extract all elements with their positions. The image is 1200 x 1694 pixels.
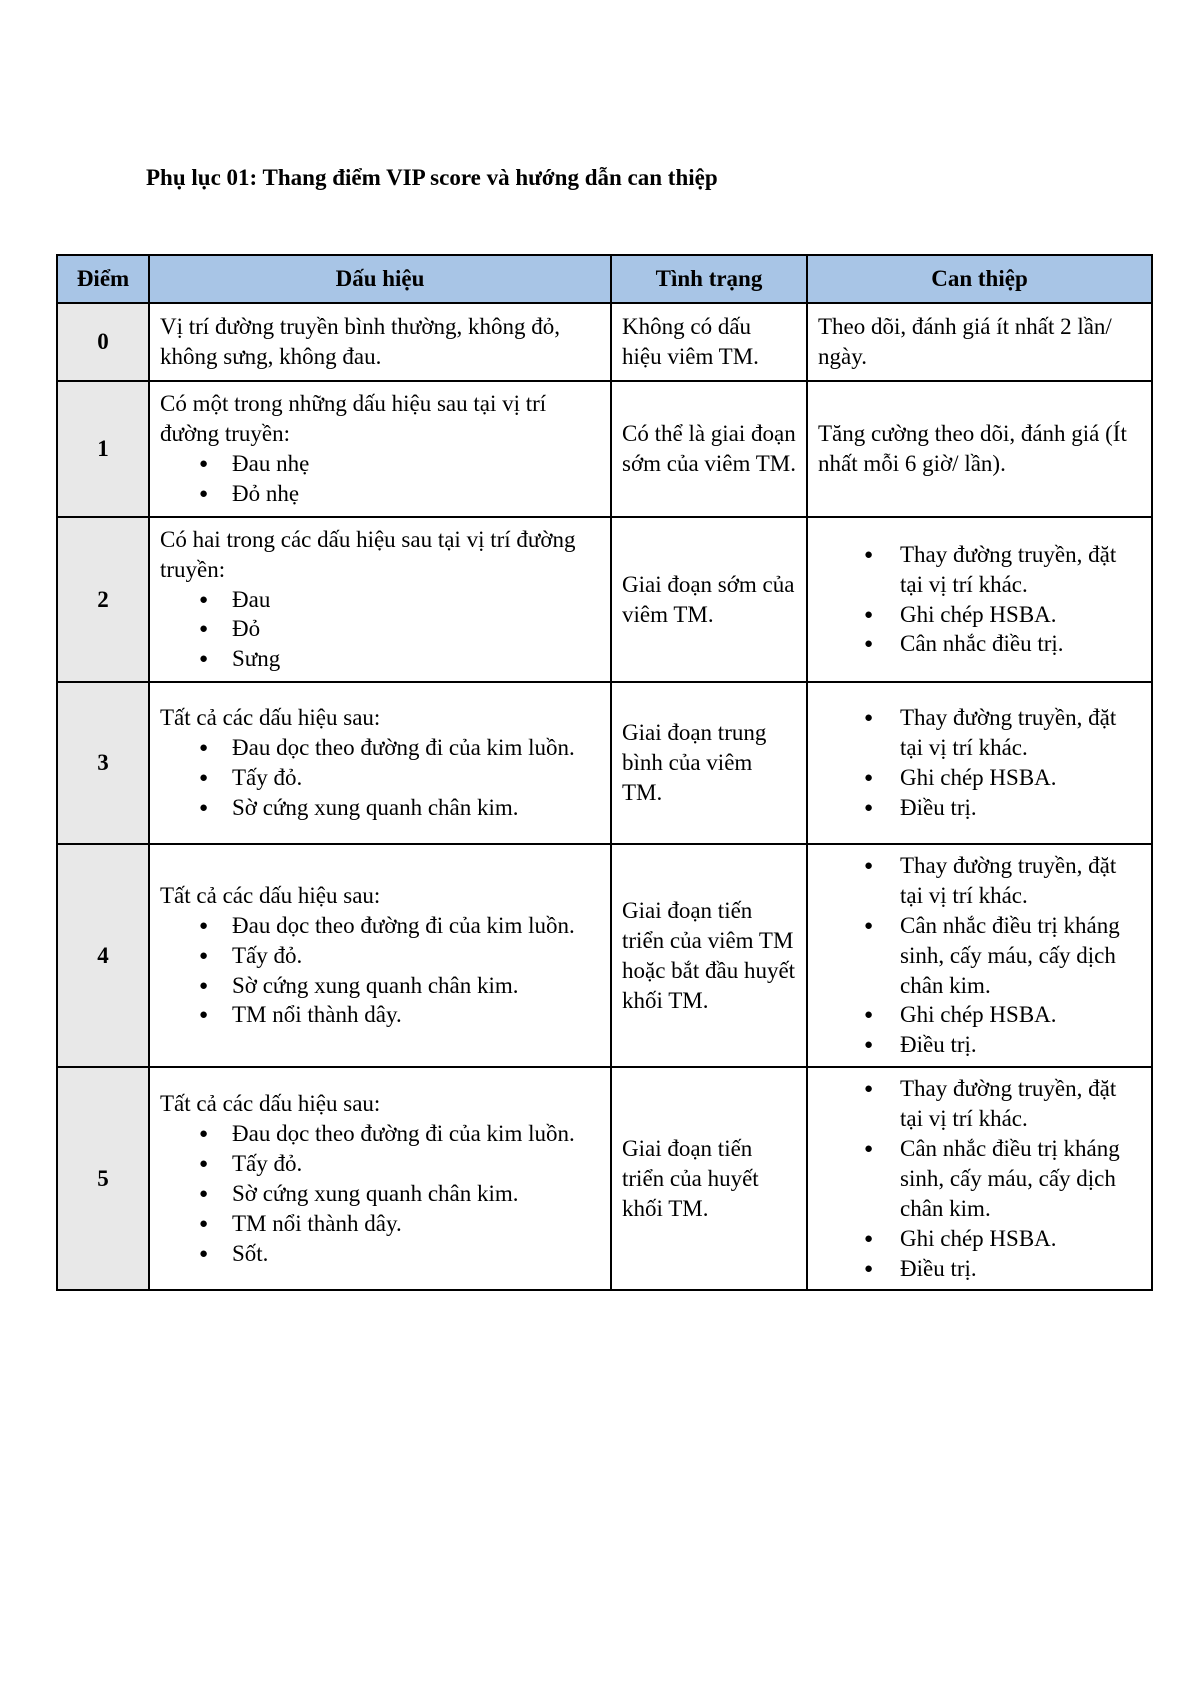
- sign-item: ● Đau: [232, 585, 600, 615]
- action-cell: [807, 844, 1152, 1067]
- action-list: [818, 703, 1141, 823]
- score-cell: 1: [57, 381, 149, 517]
- action-item: ● Ghi chép HSBA.: [900, 763, 1141, 793]
- signs-intro: Có một trong những dấu hiệu sau tại vị trí đường truyền:: [160, 391, 547, 447]
- sign-item: ● Tấy đỏ.: [232, 941, 600, 971]
- table-row: [57, 1067, 1152, 1290]
- table-header-row: [57, 255, 1152, 303]
- header-score: Điểm: [57, 255, 149, 303]
- signs-cell: [149, 303, 611, 381]
- signs-intro: Tất cả các dấu hiệu sau:: [160, 882, 381, 908]
- signs-intro: Tất cả các dấu hiệu sau:: [160, 1091, 381, 1117]
- score-cell: 5: [57, 1067, 149, 1290]
- signs-cell: [149, 1067, 611, 1290]
- page-title: Phụ lục 01: Thang điểm VIP score và hướng dẫn can thiệp: [146, 165, 718, 190]
- sign-item: ● Đau dọc theo đường đi của kim luồn.: [232, 1119, 600, 1149]
- table-row: [57, 682, 1152, 844]
- score-cell: 2: [57, 517, 149, 682]
- action-item: ● Cân nhắc điều trị kháng sinh, cấy máu, cấy dịch chân kim.: [900, 911, 1141, 1001]
- header-status: Tình trạng: [611, 255, 807, 303]
- action-item: ● Cân nhắc điều trị kháng sinh, cấy máu, cấy dịch chân kim.: [900, 1134, 1141, 1224]
- action-item: ● Ghi chép HSBA.: [900, 1224, 1141, 1254]
- status-cell: Giai đoạn sớm của viêm TM.: [611, 517, 807, 682]
- sign-item: ● Tấy đỏ.: [232, 763, 600, 793]
- status-cell: Giai đoạn trung bình của viêm TM.: [611, 682, 807, 844]
- action-item: ● Điều trị.: [900, 1254, 1141, 1284]
- action-cell: [807, 517, 1152, 682]
- sign-item: ● Sờ cứng xung quanh chân kim.: [232, 793, 600, 823]
- sign-item: ● Đỏ: [232, 614, 600, 644]
- score-cell: 0: [57, 303, 149, 381]
- sign-item: ● TM nổi thành dây.: [232, 1000, 600, 1030]
- table-row: [57, 844, 1152, 1067]
- signs-list: [160, 585, 600, 675]
- sign-item: ● Tấy đỏ.: [232, 1149, 600, 1179]
- action-text: Tăng cường theo dõi, đánh giá (Ít nhất mỗi 6 giờ/ lần).: [818, 421, 1127, 476]
- header-action: Can thiệp: [807, 255, 1152, 303]
- action-cell: [807, 303, 1152, 381]
- action-list: [818, 1074, 1141, 1283]
- action-item: ● Thay đường truyền, đặt tại vị trí khác.: [900, 1074, 1141, 1134]
- table-row: [57, 303, 1152, 381]
- score-cell: 4: [57, 844, 149, 1067]
- signs-cell: [149, 682, 611, 844]
- action-cell: [807, 1067, 1152, 1290]
- signs-list: [160, 449, 600, 509]
- signs-intro: Vị trí đường truyền bình thường, không đỏ, không sưng, không đau.: [160, 314, 560, 369]
- action-item: ● Cân nhắc điều trị.: [900, 629, 1141, 659]
- signs-list: [160, 911, 600, 1031]
- sign-item: ● Sờ cứng xung quanh chân kim.: [232, 1179, 600, 1209]
- action-cell: [807, 682, 1152, 844]
- signs-cell: [149, 517, 611, 682]
- status-cell: Giai đoạn tiến triển của huyết khối TM.: [611, 1067, 807, 1290]
- action-item: ● Ghi chép HSBA.: [900, 1000, 1141, 1030]
- sign-item: ● Sưng: [232, 644, 600, 674]
- action-item: ● Điều trị.: [900, 1030, 1141, 1060]
- sign-item: ● Sốt.: [232, 1239, 600, 1269]
- signs-cell: [149, 844, 611, 1067]
- vip-score-table: [56, 254, 1153, 1291]
- sign-item: ● Đau dọc theo đường đi của kim luồn.: [232, 911, 600, 941]
- signs-intro: Tất cả các dấu hiệu sau:: [160, 705, 381, 731]
- status-cell: Có thể là giai đoạn sớm của viêm TM.: [611, 381, 807, 517]
- signs-list: [160, 1119, 600, 1268]
- signs-list: [160, 733, 600, 823]
- signs-cell: [149, 381, 611, 517]
- score-cell: 3: [57, 682, 149, 844]
- action-text: Theo dõi, đánh giá ít nhất 2 lần/ ngày.: [818, 314, 1112, 369]
- sign-item: ● TM nổi thành dây.: [232, 1209, 600, 1239]
- action-item: ● Điều trị.: [900, 793, 1141, 823]
- status-cell: Không có dấu hiệu viêm TM.: [611, 303, 807, 381]
- action-item: ● Thay đường truyền, đặt tại vị trí khác.: [900, 851, 1141, 911]
- header-signs: Dấu hiệu: [149, 255, 611, 303]
- action-item: ● Thay đường truyền, đặt tại vị trí khác.: [900, 703, 1141, 763]
- table-row: [57, 381, 1152, 517]
- status-cell: Giai đoạn tiến triển của viêm TM hoặc bắt đầu huyết khối TM.: [611, 844, 807, 1067]
- sign-item: ● Đau nhẹ: [232, 449, 600, 479]
- sign-item: ● Đỏ nhẹ: [232, 479, 600, 509]
- action-item: ● Ghi chép HSBA.: [900, 600, 1141, 630]
- table-body: [57, 303, 1152, 1290]
- action-list: [818, 851, 1141, 1060]
- action-cell: [807, 381, 1152, 517]
- signs-intro: Có hai trong các dấu hiệu sau tại vị trí đường truyền:: [160, 526, 576, 582]
- action-list: [818, 540, 1141, 660]
- action-item: ● Thay đường truyền, đặt tại vị trí khác.: [900, 540, 1141, 600]
- table-row: [57, 517, 1152, 682]
- sign-item: ● Đau dọc theo đường đi của kim luồn.: [232, 733, 600, 763]
- sign-item: ● Sờ cứng xung quanh chân kim.: [232, 971, 600, 1001]
